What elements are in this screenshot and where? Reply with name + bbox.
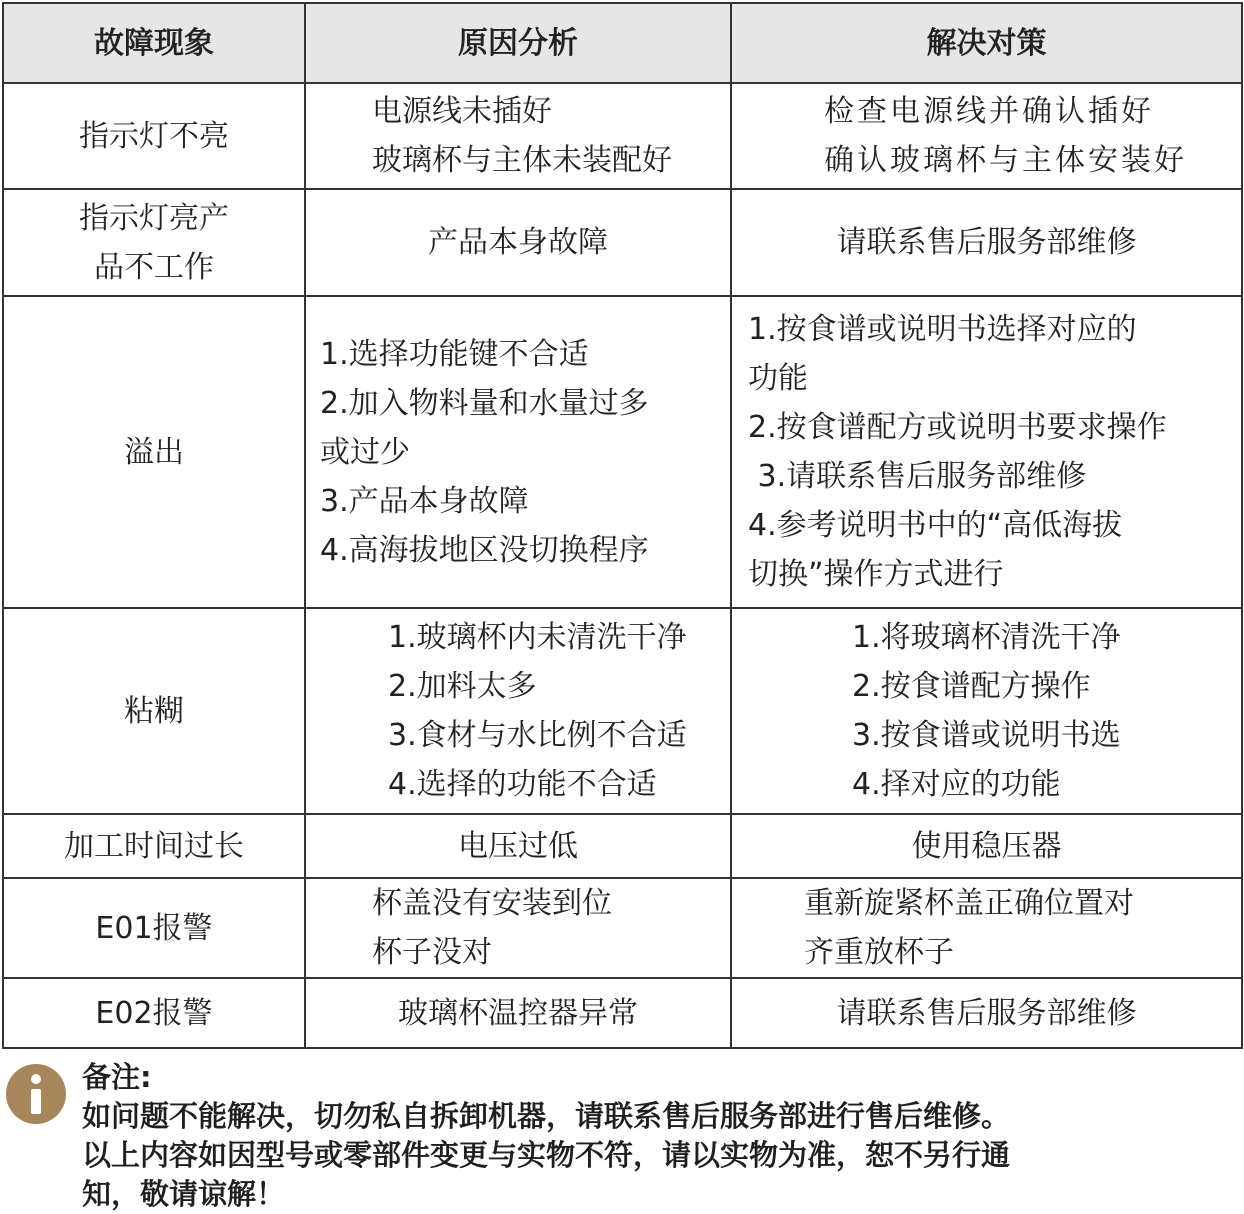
symptom-cell	[3, 814, 305, 878]
cause-text: 或过少	[320, 434, 410, 470]
table-row	[3, 189, 1242, 296]
cause-text: 杯子没对	[372, 935, 492, 970]
cause-text: 电压过低	[458, 828, 578, 864]
solution-cell	[731, 296, 1242, 608]
solution-text: 3.按食谱或说明书选	[852, 718, 1121, 753]
header-solution: 解决对策	[731, 3, 1242, 83]
symptom-text: E01报警	[95, 910, 213, 946]
symptom-cell	[3, 83, 305, 189]
note-line: 如问题不能解决，切勿私自拆卸机器，请联系售后服务部进行售后维修。	[82, 1099, 1011, 1133]
cause-text: 3.食材与水比例不合适	[388, 718, 687, 753]
note-title: 备注:	[82, 1060, 152, 1094]
symptom-cell	[3, 978, 305, 1048]
header-cause: 原因分析	[305, 3, 731, 83]
solution-cell	[731, 608, 1242, 814]
solution-text: 1.将玻璃杯清洗干净	[852, 620, 1121, 655]
cause-text: 产品本身故障	[428, 225, 608, 260]
solution-cell	[731, 83, 1242, 189]
cause-text: 1.玻璃杯内未清洗干净	[388, 620, 687, 655]
solution-cell	[731, 878, 1242, 978]
cause-text: 玻璃杯温控器异常	[398, 995, 638, 1031]
table-row	[3, 814, 1242, 878]
solution-text: 请联系售后服务部维修	[836, 225, 1137, 260]
solution-text: 4.择对应的功能	[852, 767, 1061, 802]
table-row	[3, 608, 1242, 814]
header-symptom: 故障现象	[3, 3, 305, 83]
cause-text: 1.选择功能键不合适	[320, 336, 589, 372]
note-text	[82, 1058, 1232, 1214]
cause-text: 杯盖没有安装到位	[372, 886, 612, 921]
solution-text: 功能	[748, 361, 808, 396]
cause-cell	[305, 814, 731, 878]
cause-cell	[305, 878, 731, 978]
cause-cell	[305, 189, 731, 296]
solution-text: 切换”操作方式进行	[748, 557, 1004, 592]
solution-cell	[731, 814, 1242, 878]
note-line: 知，敬请谅解！	[82, 1177, 286, 1211]
cause-text: 4.选择的功能不合适	[388, 767, 657, 802]
solution-text: 齐重放杯子	[804, 935, 954, 970]
solution-text: 2.按食谱配方操作	[852, 669, 1091, 704]
table-row	[3, 878, 1242, 978]
symptom-cell	[3, 878, 305, 978]
symptom-text: 品不工作	[94, 249, 214, 285]
cause-cell	[305, 978, 731, 1048]
solution-text: 使用稳压器	[911, 828, 1062, 864]
symptom-cell	[3, 296, 305, 608]
note-section	[0, 1052, 1244, 1210]
cause-text: 4.高海拔地区没切换程序	[320, 532, 649, 568]
cause-text: 电源线未插好	[372, 94, 552, 129]
cause-text: 2.加入物料量和水量过多	[320, 385, 649, 421]
table-header-row	[3, 3, 1242, 83]
solution-text: 1.按食谱或说明书选择对应的	[748, 312, 1137, 347]
symptom-cell	[3, 189, 305, 296]
solution-text: 3.请联系售后服务部维修	[748, 459, 1087, 494]
table-row	[3, 83, 1242, 189]
note-line: 以上内容如因型号或零部件变更与实物不符，请以实物为准，恕不另行通	[82, 1138, 1011, 1172]
symptom-text: 指示灯不亮	[79, 118, 229, 154]
table-row	[3, 296, 1242, 608]
solution-text: 确认玻璃杯与主体安装好	[824, 143, 1187, 178]
table-row	[3, 978, 1242, 1048]
solution-text: 请联系售后服务部维修	[836, 995, 1137, 1031]
solution-cell	[731, 189, 1242, 296]
symptom-cell	[3, 608, 305, 814]
solution-text: 重新旋紧杯盖正确位置对	[804, 886, 1134, 921]
solution-cell	[731, 978, 1242, 1048]
symptom-text: 溢出	[124, 434, 184, 470]
symptom-text: 指示灯亮产	[79, 200, 229, 236]
cause-cell	[305, 608, 731, 814]
cause-cell	[305, 296, 731, 608]
symptom-text: 粘糊	[124, 693, 184, 729]
cause-text: 2.加料太多	[388, 669, 537, 704]
solution-text: 检查电源线并确认插好	[824, 94, 1154, 129]
info-icon	[6, 1064, 66, 1124]
cause-text: 玻璃杯与主体未装配好	[372, 143, 672, 178]
symptom-text: E02报警	[95, 995, 213, 1031]
solution-text: 2.按食谱配方或说明书要求操作	[748, 410, 1167, 445]
solution-text: 4.参考说明书中的“高低海拔	[748, 508, 1123, 543]
cause-text: 3.产品本身故障	[320, 483, 529, 519]
symptom-text: 加工时间过长	[64, 828, 244, 864]
troubleshooting-table	[2, 2, 1243, 1049]
cause-cell	[305, 83, 731, 189]
